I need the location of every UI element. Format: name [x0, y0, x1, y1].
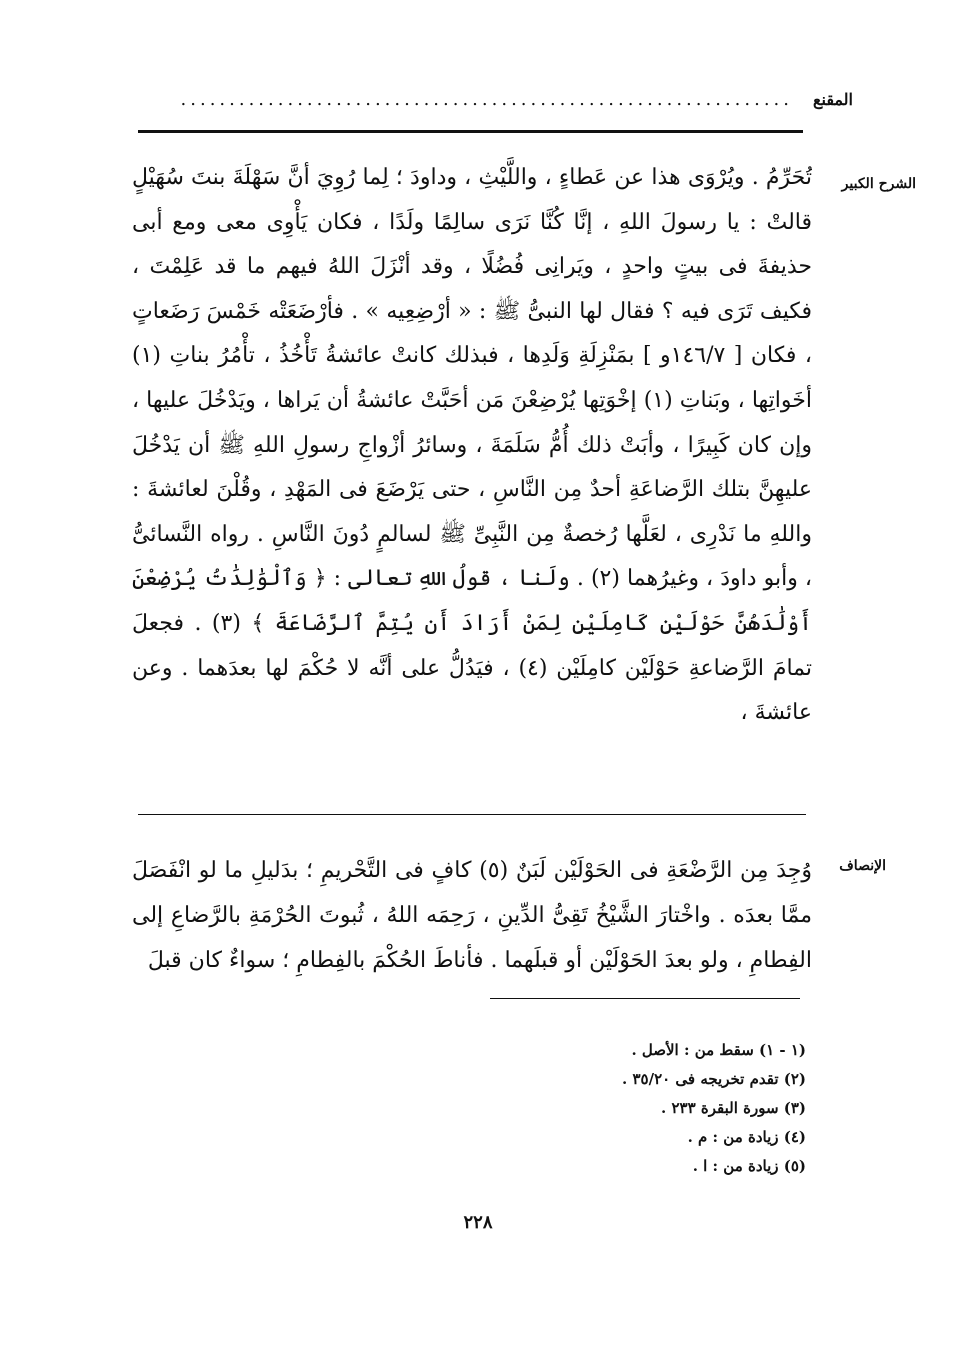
- dot-leader: ...............................................................: [180, 90, 793, 110]
- footnote: (٢) تقدم تخريجه فى ٣٥/٢٠ .: [622, 1070, 806, 1088]
- running-head-title: المقنع: [812, 90, 853, 109]
- footnote-rule: [490, 998, 800, 999]
- footnote: (٥) زيادة من : ا .: [692, 1157, 806, 1175]
- footnote: (٣) سورة البقرة ٢٣٣ .: [661, 1099, 806, 1117]
- section-divider: [138, 814, 806, 815]
- insaf-paragraph: وُجِدَ مِن الرَّضْعَةِ فى الحَوْلَيْن لَبَنٌ (٥) كافٍ فى التَّحْريمِ ؛ بدَليلِ ما لو انْفَصَلَ ممَّا بعدَه . واخْتارَ الشَّيْخُ تَقِىُّ الدِّينِ ، رَحِمَه اللهُ ، ثُبوتَ الحُرْمَةِ بالرَّضاعِ إلى الفِطامِ ، ولو بعدَ الحَوْلَيْن أو قبلَهما . فأناطَ الحُكْمَ بالفِطامِ ؛ سواءٌ كان قبلَ: [132, 858, 812, 973]
- header-rule: [138, 130, 803, 133]
- page-number: ٢٢٨: [463, 1212, 493, 1233]
- footnotes-list: [406, 1036, 806, 1181]
- section-label-sharh: الشرح الكبير: [841, 176, 916, 192]
- insaf-body: [132, 848, 812, 988]
- footnote: (١ - ١) سقط من : الأصل .: [631, 1041, 806, 1059]
- running-head: [118, 90, 853, 116]
- sharh-body: [132, 156, 812, 808]
- footnote: (٤) زيادة من : م .: [687, 1128, 806, 1146]
- section-label-insaf: الإنصاف: [839, 858, 886, 874]
- sharh-paragraph: تُحَرِّمُ . ويُرْوَى هذا عن عَطاءٍ ، واللَّيْثِ ، وداودَ ؛ لِما رُوِيَ أنَّ سَهْلَةَ بنتَ سُهَيْلٍ قالتْ : يا رسولَ اللهِ ، إنَّا كُنَّا نَرَى سالِمًا ولَدًا ، فكان يَأْوِى معى ومع أبى حذيفةَ فى بيتٍ واحدٍ ، ويَرانِى فُضُلًا ، وقد أنْزَلَ اللهُ فيهم ما قد عَلِمْتَ ، فكيف تَرَى فيه ؟ فقال لها النبىُّ ﷺ : « أرْضِعِيه » . فأرْضَعَتْه خَمْسَ رَضَعاتٍ ، فكان [ ١٤٦/٧و ] بمَنْزِلَةِ وَلَدِها ، فبذلك كانتْ عائشةُ تَأْخُذُ ، تأْمُرُ بناتِ (١) أخَواتِها ، وبَناتِ (١) إخْوَتِها يُرْضِعْنَ مَن أحَبَّتْ عائشةُ أن يَراها ، ويَدْخُلَ عليها ، وإن كان كَبِيرًا ، وأبَتْ ذلك أُمُّ سَلَمَةَ ، وسائرُ أزْواجِ رسولِ اللهِ ﷺ أن يَدْخُلَ عليهِنَّ بتلك الرَّضاعَةِ أحدٌ مِن النَّاسِ ، حتى يَرْضَعَ فى المَهْدِ ، وقُلْنَ لعائشةَ : واللهِ ما نَدْرِى ، لعَلَّها رُخصةٌ مِن النَّبِىِّ ﷺ لسالمٍ دُونَ النَّاسِ . رواه النَّسائىُّ ، وأبو داودَ ، وغيرُهما (٢) . ولَنا ، قولُ اللهِ تعالى : ﴿ وَٱلْوَٰلِدَٰتُ يُرْضِعْنَ أَوْلَٰدَهُنَّ حَوْلَيْنِ كَامِلَيْنِ لِمَنْ أَرَادَ أَن يُتِمَّ ٱلرَّضَاعَةَ ﴾ (٣) . فجعلَ تمامَ الرَّضاعةِ حَوْلَيْن كامِلَيْن (٤) ، فيَدُلُّ على أنَّه لا حُكْمَ لها بعدَهما . وعن عائشةَ ،: [132, 165, 812, 726]
